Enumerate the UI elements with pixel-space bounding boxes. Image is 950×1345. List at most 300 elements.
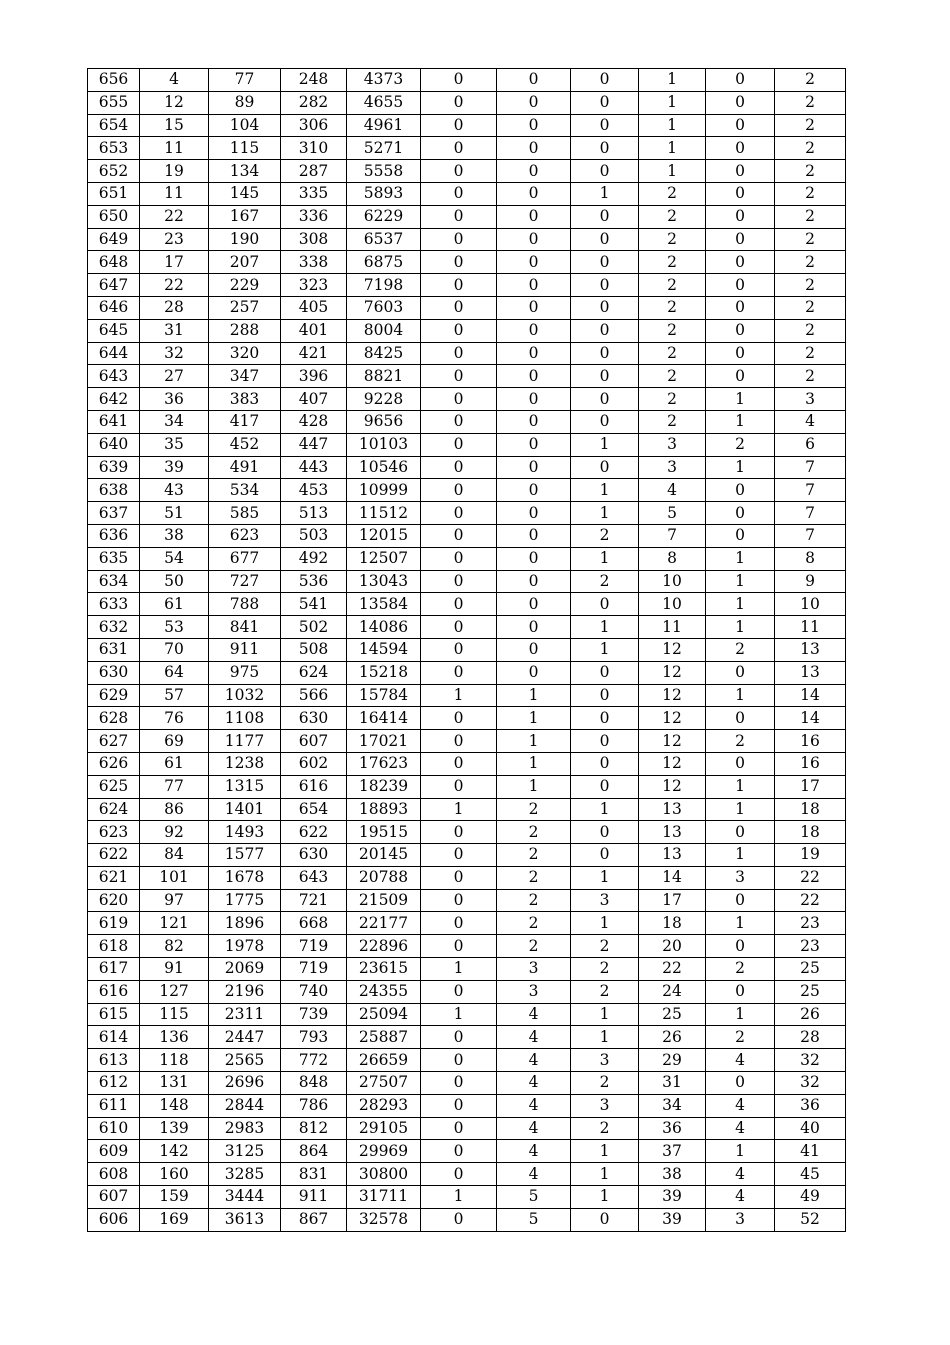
- table-cell: 502: [281, 616, 347, 639]
- table-cell: 18: [775, 821, 846, 844]
- table-cell: 867: [281, 1208, 347, 1231]
- score-cell: 635: [88, 547, 140, 570]
- table-cell: 624: [281, 661, 347, 684]
- table-cell: 118: [140, 1049, 209, 1072]
- table-cell: 1: [497, 775, 571, 798]
- table-cell: 2: [775, 205, 846, 228]
- table-row: [88, 137, 846, 160]
- table-cell: 4: [706, 1094, 775, 1117]
- table-cell: 0: [497, 456, 571, 479]
- score-cell: 649: [88, 228, 140, 251]
- table-cell: 2: [775, 160, 846, 183]
- table-cell: 13: [775, 638, 846, 661]
- table-cell: 383: [209, 388, 281, 411]
- table-cell: 5893: [347, 182, 421, 205]
- score-cell: 612: [88, 1072, 140, 1095]
- table-row: [88, 593, 846, 616]
- table-cell: 1: [706, 798, 775, 821]
- table-cell: 0: [421, 730, 497, 753]
- table-cell: 0: [421, 228, 497, 251]
- score-cell: 620: [88, 889, 140, 912]
- table-cell: 727: [209, 570, 281, 593]
- table-cell: 0: [571, 365, 639, 388]
- table-row: [88, 296, 846, 319]
- score-cell: 627: [88, 730, 140, 753]
- table-cell: 0: [421, 319, 497, 342]
- table-cell: 12: [639, 707, 706, 730]
- table-cell: 0: [421, 570, 497, 593]
- table-cell: 28: [140, 296, 209, 319]
- table-cell: 2: [775, 319, 846, 342]
- table-cell: 5: [497, 1186, 571, 1209]
- table-cell: 1: [706, 912, 775, 935]
- table-cell: 7: [775, 524, 846, 547]
- score-cell: 637: [88, 502, 140, 525]
- table-cell: 0: [571, 160, 639, 183]
- score-cell: 653: [88, 137, 140, 160]
- table-cell: 0: [421, 866, 497, 889]
- table-cell: 31: [639, 1072, 706, 1095]
- table-cell: 0: [706, 935, 775, 958]
- table-cell: 115: [209, 137, 281, 160]
- table-cell: 0: [497, 205, 571, 228]
- table-cell: 1: [706, 1003, 775, 1026]
- table-cell: 12015: [347, 524, 421, 547]
- table-cell: 0: [571, 844, 639, 867]
- table-cell: 3: [639, 433, 706, 456]
- table-cell: 4: [706, 1117, 775, 1140]
- table-cell: 719: [281, 935, 347, 958]
- table-body: [88, 69, 846, 1232]
- table-cell: 310: [281, 137, 347, 160]
- table-cell: 91: [140, 958, 209, 981]
- table-cell: 282: [281, 91, 347, 114]
- table-cell: 1: [421, 1003, 497, 1026]
- table-cell: 2: [639, 274, 706, 297]
- score-cell: 606: [88, 1208, 140, 1231]
- table-cell: 27507: [347, 1072, 421, 1095]
- table-cell: 0: [421, 1163, 497, 1186]
- table-cell: 2844: [209, 1094, 281, 1117]
- table-cell: 36: [140, 388, 209, 411]
- table-cell: 0: [497, 570, 571, 593]
- table-cell: 0: [421, 388, 497, 411]
- table-cell: 0: [497, 69, 571, 92]
- table-cell: 1: [639, 69, 706, 92]
- table-cell: 1: [706, 1140, 775, 1163]
- table-cell: 159: [140, 1186, 209, 1209]
- table-cell: 0: [571, 1208, 639, 1231]
- table-cell: 721: [281, 889, 347, 912]
- table-cell: 812: [281, 1117, 347, 1140]
- table-cell: 2: [571, 1117, 639, 1140]
- score-cell: 652: [88, 160, 140, 183]
- table-cell: 2: [497, 844, 571, 867]
- table-cell: 20: [639, 935, 706, 958]
- table-cell: 70: [140, 638, 209, 661]
- table-cell: 0: [421, 1072, 497, 1095]
- table-cell: 513: [281, 502, 347, 525]
- table-row: [88, 365, 846, 388]
- table-cell: 287: [281, 160, 347, 183]
- table-cell: 7603: [347, 296, 421, 319]
- table-cell: 1: [571, 182, 639, 205]
- table-cell: 4: [497, 1072, 571, 1095]
- table-cell: 288: [209, 319, 281, 342]
- score-cell: 646: [88, 296, 140, 319]
- table-cell: 0: [571, 730, 639, 753]
- table-cell: 4: [497, 1003, 571, 1026]
- table-cell: 0: [497, 114, 571, 137]
- table-row: [88, 752, 846, 775]
- table-cell: 190: [209, 228, 281, 251]
- table-cell: 975: [209, 661, 281, 684]
- table-cell: 0: [571, 205, 639, 228]
- table-cell: 229: [209, 274, 281, 297]
- table-cell: 0: [421, 1117, 497, 1140]
- table-cell: 24: [639, 980, 706, 1003]
- table-cell: 2: [775, 69, 846, 92]
- table-cell: 0: [497, 228, 571, 251]
- table-cell: 0: [571, 137, 639, 160]
- table-cell: 148: [140, 1094, 209, 1117]
- table-cell: 2: [775, 342, 846, 365]
- table-cell: 2: [775, 365, 846, 388]
- table-cell: 1493: [209, 821, 281, 844]
- table-cell: 2: [639, 410, 706, 433]
- table-cell: 25: [775, 958, 846, 981]
- table-cell: 1: [571, 1163, 639, 1186]
- table-cell: 1: [706, 410, 775, 433]
- table-cell: 16: [775, 730, 846, 753]
- table-row: [88, 91, 846, 114]
- table-cell: 52: [775, 1208, 846, 1231]
- table-cell: 0: [571, 388, 639, 411]
- table-cell: 0: [571, 752, 639, 775]
- table-row: [88, 69, 846, 92]
- table-cell: 2: [571, 980, 639, 1003]
- table-cell: 15218: [347, 661, 421, 684]
- table-cell: 0: [706, 707, 775, 730]
- table-cell: 2: [706, 638, 775, 661]
- table-cell: 22: [140, 274, 209, 297]
- table-cell: 39: [140, 456, 209, 479]
- table-cell: 61: [140, 752, 209, 775]
- table-cell: 0: [497, 593, 571, 616]
- table-cell: 76: [140, 707, 209, 730]
- table-cell: 5: [497, 1208, 571, 1231]
- table-row: [88, 912, 846, 935]
- table-cell: 22: [639, 958, 706, 981]
- table-cell: 0: [497, 479, 571, 502]
- table-cell: 1: [571, 866, 639, 889]
- table-cell: 101: [140, 866, 209, 889]
- score-cell: 632: [88, 616, 140, 639]
- table-cell: 6875: [347, 251, 421, 274]
- table-cell: 2983: [209, 1117, 281, 1140]
- table-cell: 536: [281, 570, 347, 593]
- table-cell: 1678: [209, 866, 281, 889]
- table-cell: 2: [775, 251, 846, 274]
- table-cell: 1: [571, 798, 639, 821]
- table-cell: 14: [639, 866, 706, 889]
- score-cell: 621: [88, 866, 140, 889]
- table-cell: 17: [639, 889, 706, 912]
- table-cell: 1: [571, 1026, 639, 1049]
- table-row: [88, 889, 846, 912]
- table-row: [88, 1049, 846, 1072]
- table-cell: 1: [421, 958, 497, 981]
- table-cell: 13: [639, 844, 706, 867]
- table-cell: 89: [209, 91, 281, 114]
- table-cell: 3: [639, 456, 706, 479]
- table-cell: 38: [140, 524, 209, 547]
- table-cell: 1: [571, 547, 639, 570]
- table-cell: 61: [140, 593, 209, 616]
- table-cell: 0: [706, 205, 775, 228]
- table-cell: 306: [281, 114, 347, 137]
- table-cell: 1: [571, 1140, 639, 1163]
- table-cell: 86: [140, 798, 209, 821]
- score-cell: 643: [88, 365, 140, 388]
- table-cell: 25: [639, 1003, 706, 1026]
- table-cell: 0: [706, 182, 775, 205]
- table-row: [88, 547, 846, 570]
- table-cell: 2: [497, 935, 571, 958]
- table-cell: 136: [140, 1026, 209, 1049]
- table-row: [88, 1003, 846, 1026]
- table-cell: 13043: [347, 570, 421, 593]
- table-cell: 131: [140, 1072, 209, 1095]
- table-cell: 17021: [347, 730, 421, 753]
- table-cell: 7: [775, 502, 846, 525]
- table-cell: 32578: [347, 1208, 421, 1231]
- table-cell: 36: [775, 1094, 846, 1117]
- table-cell: 1: [497, 752, 571, 775]
- table-cell: 654: [281, 798, 347, 821]
- table-cell: 0: [497, 251, 571, 274]
- table-cell: 1: [571, 1186, 639, 1209]
- table-cell: 2: [571, 570, 639, 593]
- score-cell: 615: [88, 1003, 140, 1026]
- table-cell: 12: [140, 91, 209, 114]
- table-cell: 0: [421, 844, 497, 867]
- table-row: [88, 1026, 846, 1049]
- table-row: [88, 388, 846, 411]
- table-cell: 0: [421, 661, 497, 684]
- table-row: [88, 935, 846, 958]
- table-cell: 2: [639, 388, 706, 411]
- table-cell: 2: [571, 958, 639, 981]
- table-cell: 1978: [209, 935, 281, 958]
- table-cell: 911: [281, 1186, 347, 1209]
- table-cell: 1: [706, 570, 775, 593]
- table-cell: 1: [571, 502, 639, 525]
- table-row: [88, 410, 846, 433]
- table-cell: 2: [497, 821, 571, 844]
- table-cell: 50: [140, 570, 209, 593]
- table-cell: 9656: [347, 410, 421, 433]
- table-cell: 0: [421, 456, 497, 479]
- table-cell: 49: [775, 1186, 846, 1209]
- table-cell: 4: [497, 1140, 571, 1163]
- table-cell: 32: [775, 1049, 846, 1072]
- table-cell: 29: [639, 1049, 706, 1072]
- table-cell: 4655: [347, 91, 421, 114]
- table-cell: 0: [421, 889, 497, 912]
- table-cell: 0: [421, 547, 497, 570]
- table-cell: 0: [421, 524, 497, 547]
- table-cell: 0: [421, 69, 497, 92]
- table-cell: 0: [706, 524, 775, 547]
- table-cell: 10: [775, 593, 846, 616]
- table-cell: 12: [639, 661, 706, 684]
- table-cell: 668: [281, 912, 347, 935]
- table-cell: 2696: [209, 1072, 281, 1095]
- table-cell: 453: [281, 479, 347, 502]
- table-cell: 26: [639, 1026, 706, 1049]
- table-cell: 25094: [347, 1003, 421, 1026]
- score-cell: 650: [88, 205, 140, 228]
- table-cell: 2196: [209, 980, 281, 1003]
- table-cell: 3285: [209, 1163, 281, 1186]
- table-cell: 22: [140, 205, 209, 228]
- score-cell: 644: [88, 342, 140, 365]
- table-cell: 786: [281, 1094, 347, 1117]
- table-cell: 407: [281, 388, 347, 411]
- table-cell: 0: [421, 274, 497, 297]
- table-cell: 616: [281, 775, 347, 798]
- table-cell: 541: [281, 593, 347, 616]
- table-cell: 20145: [347, 844, 421, 867]
- table-cell: 0: [497, 410, 571, 433]
- table-cell: 417: [209, 410, 281, 433]
- table-cell: 1: [639, 91, 706, 114]
- table-cell: 643: [281, 866, 347, 889]
- table-cell: 8821: [347, 365, 421, 388]
- score-cell: 619: [88, 912, 140, 935]
- table-cell: 0: [421, 433, 497, 456]
- table-cell: 1896: [209, 912, 281, 935]
- table-cell: 3125: [209, 1140, 281, 1163]
- table-cell: 3: [571, 889, 639, 912]
- table-cell: 1177: [209, 730, 281, 753]
- table-cell: 2: [775, 228, 846, 251]
- table-cell: 2: [775, 296, 846, 319]
- table-cell: 3: [706, 866, 775, 889]
- table-cell: 0: [421, 502, 497, 525]
- table-cell: 1: [706, 593, 775, 616]
- table-cell: 0: [571, 69, 639, 92]
- table-cell: 0: [421, 752, 497, 775]
- table-cell: 1775: [209, 889, 281, 912]
- table-cell: 4: [140, 69, 209, 92]
- table-cell: 18: [775, 798, 846, 821]
- table-cell: 338: [281, 251, 347, 274]
- table-cell: 22177: [347, 912, 421, 935]
- table-row: [88, 844, 846, 867]
- score-cell: 638: [88, 479, 140, 502]
- score-cell: 634: [88, 570, 140, 593]
- table-cell: 0: [421, 296, 497, 319]
- table-cell: 0: [421, 980, 497, 1003]
- table-cell: 1: [639, 160, 706, 183]
- table-cell: 54: [140, 547, 209, 570]
- table-cell: 121: [140, 912, 209, 935]
- table-row: [88, 274, 846, 297]
- table-cell: 0: [706, 821, 775, 844]
- table-cell: 491: [209, 456, 281, 479]
- table-cell: 0: [497, 502, 571, 525]
- table-row: [88, 524, 846, 547]
- score-cell: 623: [88, 821, 140, 844]
- table-cell: 0: [706, 502, 775, 525]
- table-row: [88, 798, 846, 821]
- score-cell: 613: [88, 1049, 140, 1072]
- table-cell: 12: [639, 730, 706, 753]
- table-cell: 0: [421, 1026, 497, 1049]
- table-cell: 1: [706, 547, 775, 570]
- table-cell: 207: [209, 251, 281, 274]
- table-cell: 0: [421, 91, 497, 114]
- table-cell: 2: [497, 798, 571, 821]
- table-cell: 2: [775, 114, 846, 137]
- table-cell: 24355: [347, 980, 421, 1003]
- table-row: [88, 114, 846, 137]
- table-cell: 23: [775, 912, 846, 935]
- table-cell: 0: [706, 1072, 775, 1095]
- table-cell: 1: [639, 137, 706, 160]
- table-cell: 320: [209, 342, 281, 365]
- table-cell: 1: [706, 616, 775, 639]
- score-cell: 642: [88, 388, 140, 411]
- table-cell: 1: [421, 684, 497, 707]
- table-cell: 4: [497, 1094, 571, 1117]
- score-cell: 611: [88, 1094, 140, 1117]
- table-cell: 534: [209, 479, 281, 502]
- table-cell: 25: [775, 980, 846, 1003]
- table-cell: 5558: [347, 160, 421, 183]
- table-cell: 77: [140, 775, 209, 798]
- table-cell: 13: [775, 661, 846, 684]
- score-cell: 631: [88, 638, 140, 661]
- table-cell: 0: [497, 616, 571, 639]
- score-cell: 651: [88, 182, 140, 205]
- table-cell: 630: [281, 844, 347, 867]
- table-cell: 0: [421, 638, 497, 661]
- table-cell: 1: [571, 479, 639, 502]
- table-cell: 0: [706, 889, 775, 912]
- table-cell: 248: [281, 69, 347, 92]
- table-cell: 97: [140, 889, 209, 912]
- table-cell: 2: [639, 251, 706, 274]
- score-cell: 625: [88, 775, 140, 798]
- table-cell: 2: [775, 274, 846, 297]
- table-cell: 2: [497, 912, 571, 935]
- table-row: [88, 502, 846, 525]
- table-cell: 607: [281, 730, 347, 753]
- table-cell: 4: [706, 1163, 775, 1186]
- table-cell: 3: [775, 388, 846, 411]
- table-cell: 0: [571, 274, 639, 297]
- table-cell: 27: [140, 365, 209, 388]
- table-cell: 2447: [209, 1026, 281, 1049]
- table-cell: 64: [140, 661, 209, 684]
- score-cell: 645: [88, 319, 140, 342]
- table-cell: 841: [209, 616, 281, 639]
- table-cell: 35: [140, 433, 209, 456]
- table-cell: 0: [571, 319, 639, 342]
